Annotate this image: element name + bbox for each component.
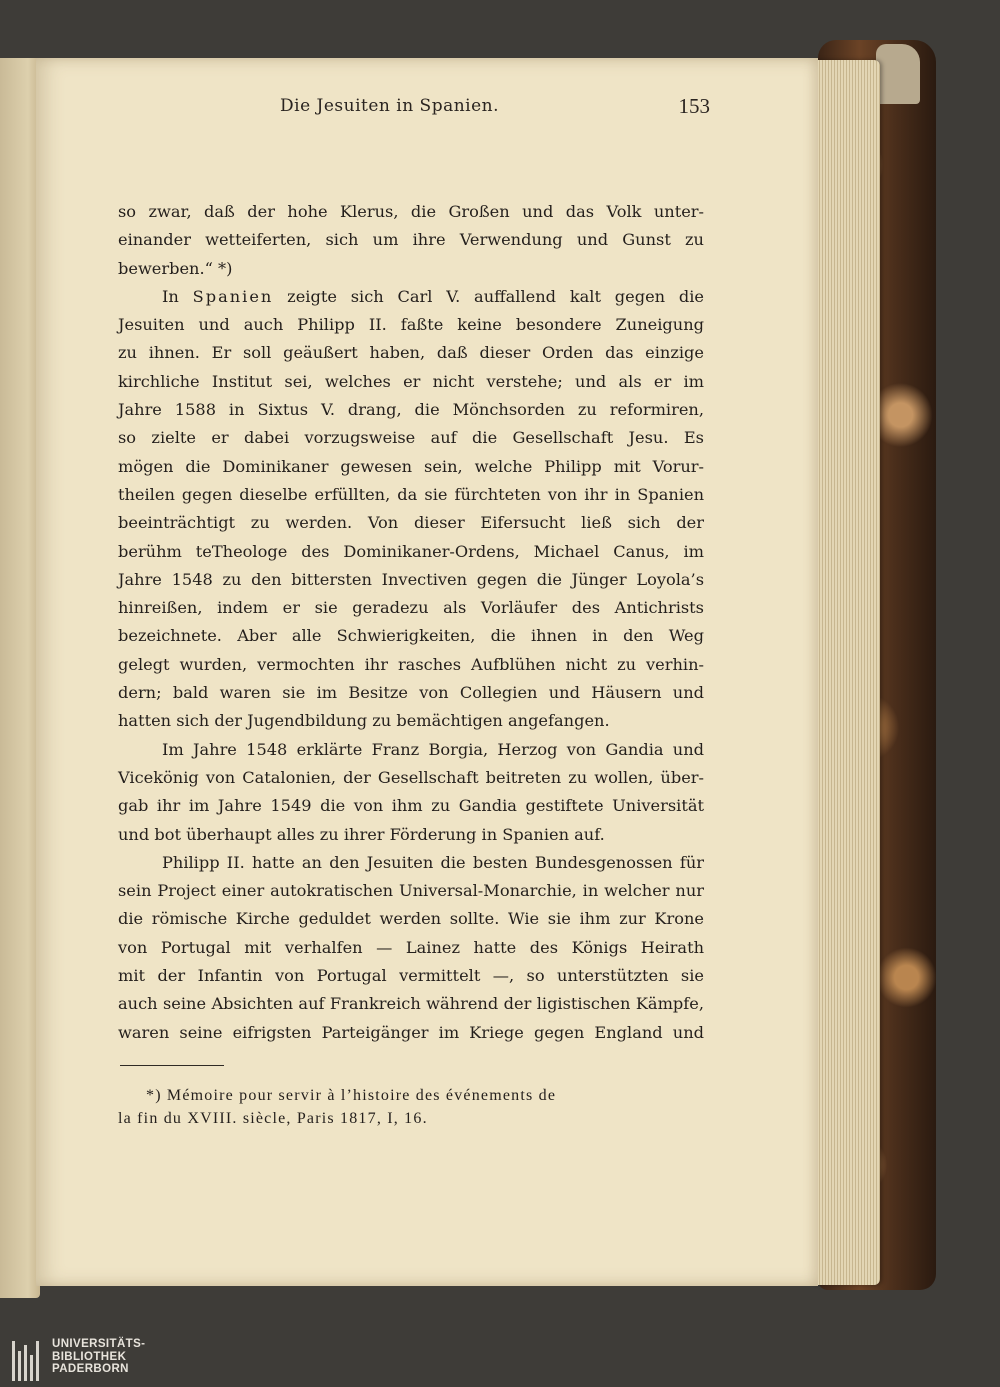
library-name	[52, 1338, 145, 1376]
paragraph-2-line: berühm teTheologe des Dominikaner-Ordens, Michael Canus, im	[118, 541, 704, 561]
paragraph-2-line: so zielte er dabei vorzugsweise auf die Gesellschaft Jesu. Es	[118, 428, 704, 448]
paragraph-2-line: Jahre 1588 in Sixtus V. drang, die Mönchsorden zu reformiren,	[118, 400, 704, 420]
paragraph-2-line: In Spanien zeigte sich Carl V. auffallend kalt gegen die	[162, 286, 704, 306]
running-title: Die Jesuiten in Spanien.	[280, 96, 500, 116]
paragraph-2-line: beeinträchtigt zu werden. Von dieser Eifersucht ließ sich der	[118, 513, 704, 533]
paragraph-2-line: gelegt wurden, vermochten ihr rasches Aufblühen nicht zu verhin-	[118, 654, 704, 674]
paragraph-4-line: mit der Infantin von Portugal vermittelt —, so unterstützten sie	[118, 966, 704, 986]
paragraph-2-line: theilen gegen dieselbe erfüllten, da sie fürchteten von ihr in Spanien	[118, 484, 704, 504]
paragraph-1-line: einander wetteiferten, sich um ihre Verwendung und Gunst zu	[118, 230, 704, 250]
paragraph-4-line: auch seine Absichten auf Frankreich während der ligistischen Kämpfe,	[118, 994, 704, 1014]
paragraph-2-line: mögen die Dominikaner gewesen sein, welche Philipp mit Vorur-	[118, 456, 704, 476]
paragraph-3-line: Vicekönig von Catalonien, der Gesellschaft beitreten zu wollen, über-	[118, 767, 704, 787]
library-name-line: UNIVERSITÄTS-	[52, 1338, 146, 1350]
paragraph-2-line: zu ihnen. Er soll geäußert haben, daß dieser Orden das einzige	[118, 343, 704, 363]
library-name-line: BIBLIOTHEK	[52, 1350, 127, 1363]
page-header	[280, 94, 710, 124]
paragraph-3-line: und bot überhaupt alles zu ihrer Förderung in Spanien auf.	[118, 824, 605, 844]
library-logo	[0, 1337, 1000, 1387]
paragraph-2-line: bezeichnete. Aber alle Schwierigkeiten, die ihnen in den Weg	[118, 626, 704, 646]
paragraph-2-line: dern; bald waren sie im Besitze von Collegien und Häusern und	[118, 683, 704, 703]
paragraph-4-line: sein Project einer autokratischen Universal-Monarchie, in welcher nur	[118, 881, 704, 901]
library-logo-icon	[12, 1339, 46, 1381]
footnote-line: *) Mémoire pour servir à l’histoire des événements de	[146, 1087, 557, 1104]
paragraph-2-line: hatten sich der Jugendbildung zu bemächtigen angefangen.	[118, 711, 610, 731]
paragraph-3-line: Im Jahre 1548 erklärte Franz Borgia, Herzog von Gandia und	[162, 739, 704, 759]
paragraph-4-line: die römische Kirche geduldet werden sollte. Wie sie ihm zur Krone	[118, 909, 704, 929]
paragraph-1-line: bewerben.“ *)	[118, 258, 233, 278]
paragraph-2-line: kirchliche Institut sei, welches er nicht verstehe; und als er im	[118, 371, 704, 391]
paragraph-1-line: so zwar, daß der hohe Klerus, die Großen und das Volk unter-	[118, 202, 704, 221]
footnote-rule	[120, 1065, 224, 1066]
cover-corner	[876, 44, 920, 104]
paragraph-2-line: Jesuiten und auch Philipp II. faßte keine besondere Zuneigung	[118, 315, 704, 335]
paragraph-4-line: Philipp II. hatte an den Jesuiten die besten Bundesgenossen für	[162, 852, 704, 872]
library-name-line: PADERBORN	[52, 1363, 129, 1375]
facing-page-edge	[0, 58, 40, 1298]
paragraph-4-line: von Portugal mit verhalfen — Lainez hatte des Königs Heirath	[118, 937, 704, 957]
page-block-edge	[814, 60, 880, 1285]
page-number: 153	[678, 94, 710, 118]
paragraph-3-line: gab ihr im Jahre 1549 die von ihm zu Gandia gestiftete Universität	[118, 796, 704, 816]
paragraph-2-line: Jahre 1548 zu den bittersten Invectiven gegen die Jünger Loyola’s	[118, 569, 704, 589]
paragraph-2-line: hinreißen, indem er sie geradezu als Vorläufer des Antichrists	[118, 598, 704, 618]
body-text	[118, 198, 704, 1047]
footnote	[118, 1084, 704, 1130]
footnote-line: la fin du XVIII. siècle, Paris 1817, I, 16.	[118, 1110, 428, 1127]
emphasized-word: Spanien	[192, 286, 274, 306]
paragraph-4-line: waren seine eifrigsten Parteigänger im Kriege gegen England und	[118, 1022, 704, 1042]
